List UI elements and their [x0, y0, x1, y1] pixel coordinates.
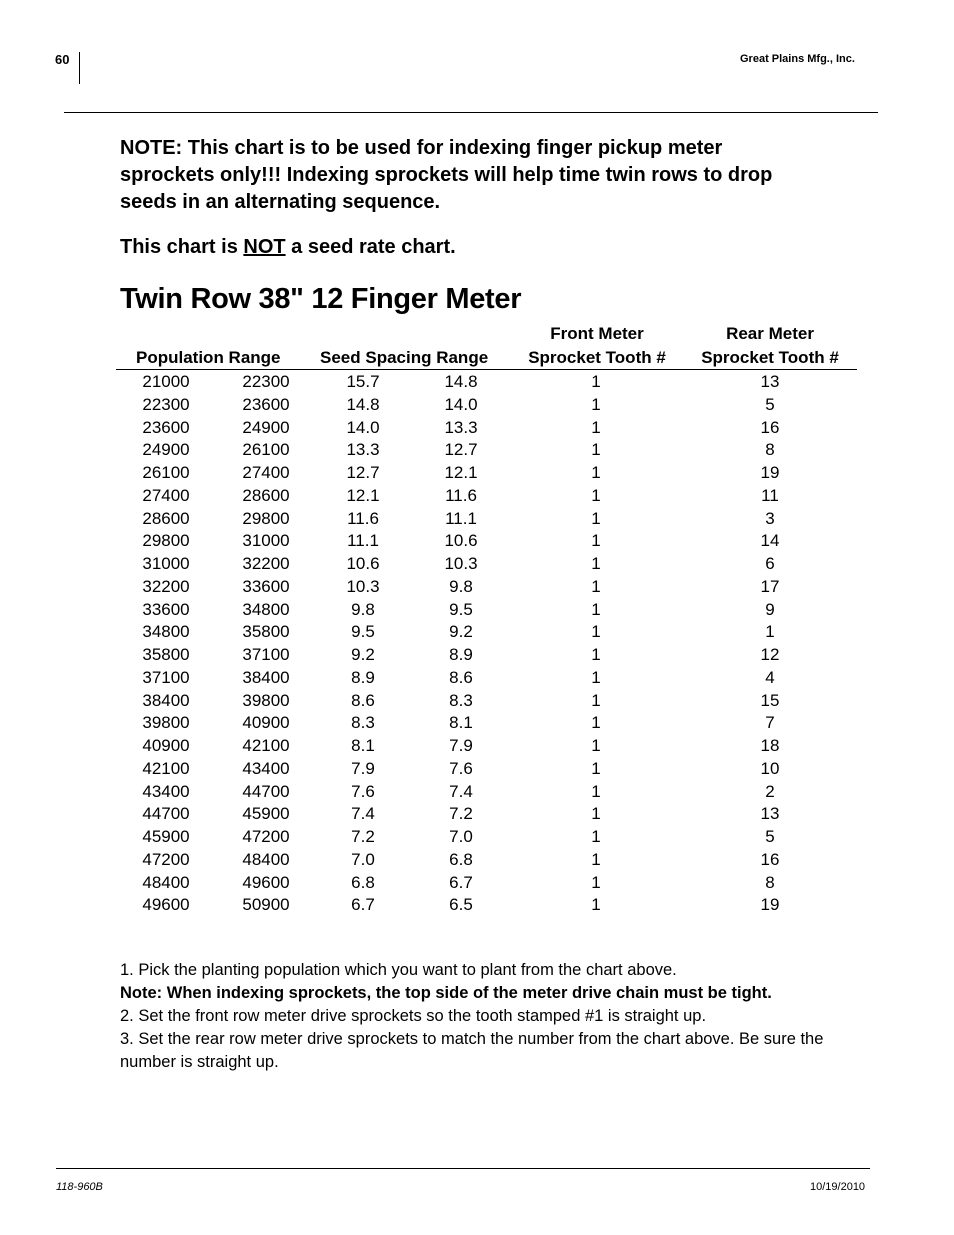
cell-rear-tooth: 1: [765, 622, 775, 642]
cell-spacing-to: 7.4: [449, 781, 473, 801]
cell-spacing-to: 7.6: [449, 758, 473, 778]
cell-front-tooth: 1: [591, 576, 601, 596]
table-row: [116, 872, 857, 895]
cell-spacing-from: 8.3: [351, 713, 375, 733]
cell-front-tooth: 1: [591, 531, 601, 551]
cell-front-tooth: 1: [591, 895, 601, 915]
table-row: [116, 508, 857, 531]
cell-pop-to: 43400: [242, 758, 290, 778]
cell-front-tooth: 1: [591, 554, 601, 573]
cell-rear-tooth: 15: [760, 690, 780, 710]
cell-front-tooth: 1: [591, 667, 601, 687]
cell-pop-from: 45900: [142, 827, 190, 846]
table-row: [116, 530, 857, 553]
table-row: [116, 894, 857, 917]
cell-pop-from: 39800: [142, 713, 190, 733]
cell-pop-from: 27400: [142, 485, 190, 505]
table-row: [116, 644, 857, 667]
cell-rear-tooth: 3: [765, 508, 775, 528]
company-name: Great Plains Mfg., Inc.: [740, 53, 855, 65]
cell-spacing-to: 8.6: [449, 667, 473, 687]
cell-front-tooth: 1: [591, 804, 601, 824]
cell-pop-from: 29800: [142, 531, 190, 551]
cell-spacing-from: 14.8: [346, 394, 380, 414]
cell-front-tooth: 1: [591, 713, 601, 733]
cell-rear-tooth: 4: [765, 667, 775, 687]
cell-spacing-to: 9.8: [449, 576, 473, 596]
cell-pop-from: 34800: [142, 622, 190, 642]
note-prefix: This chart is: [120, 236, 244, 258]
cell-spacing-to: 8.9: [449, 645, 473, 664]
cell-spacing-from: 12.1: [346, 485, 380, 505]
cell-front-tooth: 1: [591, 440, 601, 460]
cell-pop-to: 24900: [242, 417, 290, 437]
cell-spacing-from: 10.3: [346, 576, 380, 596]
header-rule: [64, 112, 878, 113]
cell-pop-to: 31000: [242, 531, 290, 551]
instruction-note: Note: When indexing sprockets, the top side of the meter drive chain must be tight.: [120, 984, 772, 1002]
header-rear-meter-line1: Rear Meter: [726, 324, 814, 343]
cell-spacing-from: 8.6: [351, 690, 375, 710]
cell-spacing-to: 8.3: [449, 690, 473, 710]
cell-spacing-from: 6.7: [351, 895, 375, 915]
cell-spacing-to: 11.6: [445, 485, 477, 505]
cell-pop-to: 34800: [242, 599, 290, 619]
cell-spacing-to: 9.2: [449, 622, 473, 642]
table-row: [116, 371, 857, 394]
table-row: [116, 712, 857, 735]
cell-rear-tooth: 8: [765, 872, 775, 892]
page-number: 60: [55, 52, 70, 67]
cell-front-tooth: 1: [591, 736, 601, 755]
header-population-range: Population Range: [136, 348, 281, 367]
cell-pop-to: 49600: [242, 872, 290, 892]
cell-rear-tooth: 10: [760, 758, 780, 778]
cell-spacing-to: 12.7: [444, 440, 478, 460]
cell-rear-tooth: 8: [765, 440, 775, 460]
cell-front-tooth: 1: [591, 372, 601, 391]
table-row: [116, 485, 857, 508]
cell-pop-from: 47200: [142, 849, 190, 869]
cell-front-tooth: 1: [591, 758, 601, 778]
cell-spacing-to: 10.6: [444, 531, 478, 551]
cell-spacing-from: 15.7: [346, 372, 380, 391]
table-row: [116, 621, 857, 644]
cell-front-tooth: 1: [591, 417, 601, 437]
cell-spacing-from: 11.6: [347, 508, 379, 528]
cell-rear-tooth: 6: [765, 554, 775, 573]
not-seed-rate-note: [120, 236, 456, 259]
header-front-meter-line2: Sprocket Tooth #: [528, 348, 666, 367]
document-id: 118-960B: [56, 1181, 103, 1193]
cell-pop-to: 47200: [242, 827, 290, 846]
cell-front-tooth: 1: [591, 827, 601, 846]
table-row: [116, 439, 857, 462]
cell-spacing-from: 9.2: [351, 645, 375, 664]
table-row: [116, 417, 857, 440]
cell-spacing-to: 7.9: [449, 736, 473, 755]
cell-pop-from: 21000: [142, 372, 190, 391]
cell-pop-from: 33600: [142, 599, 190, 619]
cell-spacing-from: 13.3: [346, 440, 380, 460]
cell-spacing-to: 7.0: [449, 827, 473, 846]
cell-pop-to: 50900: [242, 895, 290, 915]
cell-spacing-to: 14.8: [444, 372, 478, 391]
document-date: 10/19/2010: [810, 1181, 866, 1193]
cell-pop-from: 32200: [142, 576, 190, 596]
table-row: [116, 690, 857, 713]
cell-spacing-from: 7.9: [351, 758, 375, 778]
cell-pop-from: 31000: [142, 554, 190, 573]
cell-spacing-to: 7.2: [449, 804, 473, 824]
cell-spacing-to: 8.1: [449, 713, 473, 733]
cell-front-tooth: 1: [591, 463, 601, 482]
cell-pop-to: 22300: [242, 372, 290, 391]
cell-pop-from: 43400: [142, 781, 190, 801]
cell-pop-to: 29800: [242, 508, 290, 528]
cell-front-tooth: 1: [591, 781, 601, 801]
cell-pop-to: 27400: [242, 463, 290, 482]
cell-rear-tooth: 7: [765, 713, 775, 733]
cell-rear-tooth: 13: [760, 372, 780, 391]
cell-front-tooth: 1: [591, 394, 601, 414]
table-row: [116, 599, 857, 622]
note-not-underlined: NOT: [243, 236, 286, 258]
cell-pop-to: 40900: [242, 713, 290, 733]
note-suffix: a seed rate chart.: [285, 236, 456, 258]
cell-rear-tooth: 19: [760, 463, 780, 482]
cell-rear-tooth: 18: [760, 736, 780, 755]
cell-pop-from: 35800: [142, 645, 190, 664]
cell-spacing-from: 7.4: [351, 804, 375, 824]
cell-pop-to: 42100: [242, 736, 290, 755]
cell-spacing-to: 10.3: [444, 554, 478, 573]
cell-spacing-to: 13.3: [444, 417, 478, 437]
cell-spacing-from: 7.6: [351, 781, 375, 801]
table-row: [116, 553, 857, 576]
instruction-step-3: 3. Set the rear row meter drive sprockets to match the number from the chart above. Be sure the number is straight up.: [120, 1030, 824, 1071]
header-front-meter-line1: Front Meter: [550, 324, 644, 343]
cell-front-tooth: 1: [591, 690, 601, 710]
cell-pop-from: 48400: [142, 872, 190, 892]
cell-spacing-from: 11.1: [347, 531, 379, 551]
cell-pop-from: 40900: [142, 736, 190, 755]
cell-spacing-from: 9.8: [351, 599, 375, 619]
cell-rear-tooth: 13: [760, 804, 780, 824]
table-row: [116, 576, 857, 599]
cell-front-tooth: 1: [591, 872, 601, 892]
cell-spacing-from: 14.0: [346, 417, 380, 437]
cell-spacing-from: 10.6: [346, 554, 380, 573]
cell-pop-to: 26100: [242, 440, 290, 460]
cell-pop-to: 37100: [242, 645, 290, 664]
cell-pop-to: 23600: [242, 394, 290, 414]
table-row: [116, 462, 857, 485]
cell-pop-from: 22300: [142, 394, 190, 414]
cell-rear-tooth: 19: [760, 895, 780, 915]
cell-front-tooth: 1: [591, 485, 601, 505]
table-row: [116, 781, 857, 804]
cell-spacing-to: 11.1: [445, 508, 477, 528]
cell-spacing-from: 6.8: [351, 872, 375, 892]
indexing-note: NOTE: This chart is to be used for indexing finger pickup meter sprockets only!!! Indexing sprockets will help time twin rows to drop seeds in an alternating sequence.: [120, 137, 773, 213]
cell-pop-from: 26100: [142, 463, 190, 482]
cell-rear-tooth: 9: [765, 599, 775, 619]
cell-spacing-from: 8.1: [351, 736, 375, 755]
cell-pop-to: 38400: [242, 667, 290, 687]
table-row: [116, 758, 857, 781]
cell-rear-tooth: 16: [760, 417, 780, 437]
table-header-rule: [116, 369, 857, 370]
cell-spacing-to: 6.7: [449, 872, 473, 892]
table-row: [116, 803, 857, 826]
instructions: [120, 959, 880, 1074]
sprocket-table-body: [116, 371, 857, 917]
cell-rear-tooth: 5: [765, 394, 775, 414]
cell-rear-tooth: 11: [761, 485, 779, 505]
cell-front-tooth: 1: [591, 599, 601, 619]
header-divider: [79, 52, 80, 84]
cell-front-tooth: 1: [591, 849, 601, 869]
cell-spacing-from: 12.7: [346, 463, 380, 482]
header-seed-spacing-range: Seed Spacing Range: [320, 348, 489, 367]
cell-spacing-to: 6.5: [449, 895, 473, 915]
cell-rear-tooth: 17: [760, 576, 780, 596]
cell-rear-tooth: 2: [765, 781, 775, 801]
cell-pop-to: 48400: [242, 849, 290, 869]
table-row: [116, 849, 857, 872]
instruction-step-1: 1. Pick the planting population which you want to plant from the chart above.: [120, 961, 677, 979]
cell-spacing-from: 7.2: [351, 827, 375, 846]
header-rear-meter-line2: Sprocket Tooth #: [701, 348, 839, 367]
cell-pop-from: 42100: [142, 758, 190, 778]
cell-spacing-to: 9.5: [449, 599, 473, 619]
cell-front-tooth: 1: [591, 508, 601, 528]
cell-front-tooth: 1: [591, 645, 601, 664]
cell-pop-from: 37100: [142, 667, 190, 687]
cell-pop-to: 33600: [242, 576, 290, 596]
cell-spacing-from: 7.0: [351, 849, 375, 869]
cell-pop-to: 45900: [242, 804, 290, 824]
table-row: [116, 735, 857, 758]
cell-rear-tooth: 12: [760, 645, 780, 664]
cell-pop-from: 23600: [142, 417, 190, 437]
cell-rear-tooth: 5: [765, 827, 775, 846]
chart-title: Twin Row 38" 12 Finger Meter: [120, 283, 522, 315]
cell-spacing-from: 9.5: [351, 622, 375, 642]
cell-spacing-from: 8.9: [351, 667, 375, 687]
cell-pop-to: 35800: [242, 622, 290, 642]
cell-pop-from: 38400: [142, 690, 190, 710]
cell-pop-from: 28600: [142, 508, 190, 528]
cell-pop-to: 39800: [242, 690, 290, 710]
cell-pop-to: 28600: [242, 485, 290, 505]
table-row: [116, 394, 857, 417]
cell-rear-tooth: 16: [760, 849, 780, 869]
instruction-step-2: 2. Set the front row meter drive sprockets so the tooth stamped #1 is straight up.: [120, 1007, 707, 1025]
cell-pop-from: 24900: [142, 440, 190, 460]
cell-pop-from: 49600: [142, 895, 190, 915]
cell-pop-from: 44700: [142, 804, 190, 824]
table-row: [116, 667, 857, 690]
cell-pop-to: 32200: [242, 554, 290, 573]
cell-front-tooth: 1: [591, 622, 601, 642]
footer-rule: [56, 1168, 870, 1169]
cell-rear-tooth: 14: [760, 531, 780, 551]
cell-spacing-to: 14.0: [444, 394, 478, 414]
table-row: [116, 826, 857, 849]
cell-pop-to: 44700: [242, 781, 290, 801]
cell-spacing-to: 6.8: [449, 849, 473, 869]
cell-spacing-to: 12.1: [444, 463, 478, 482]
